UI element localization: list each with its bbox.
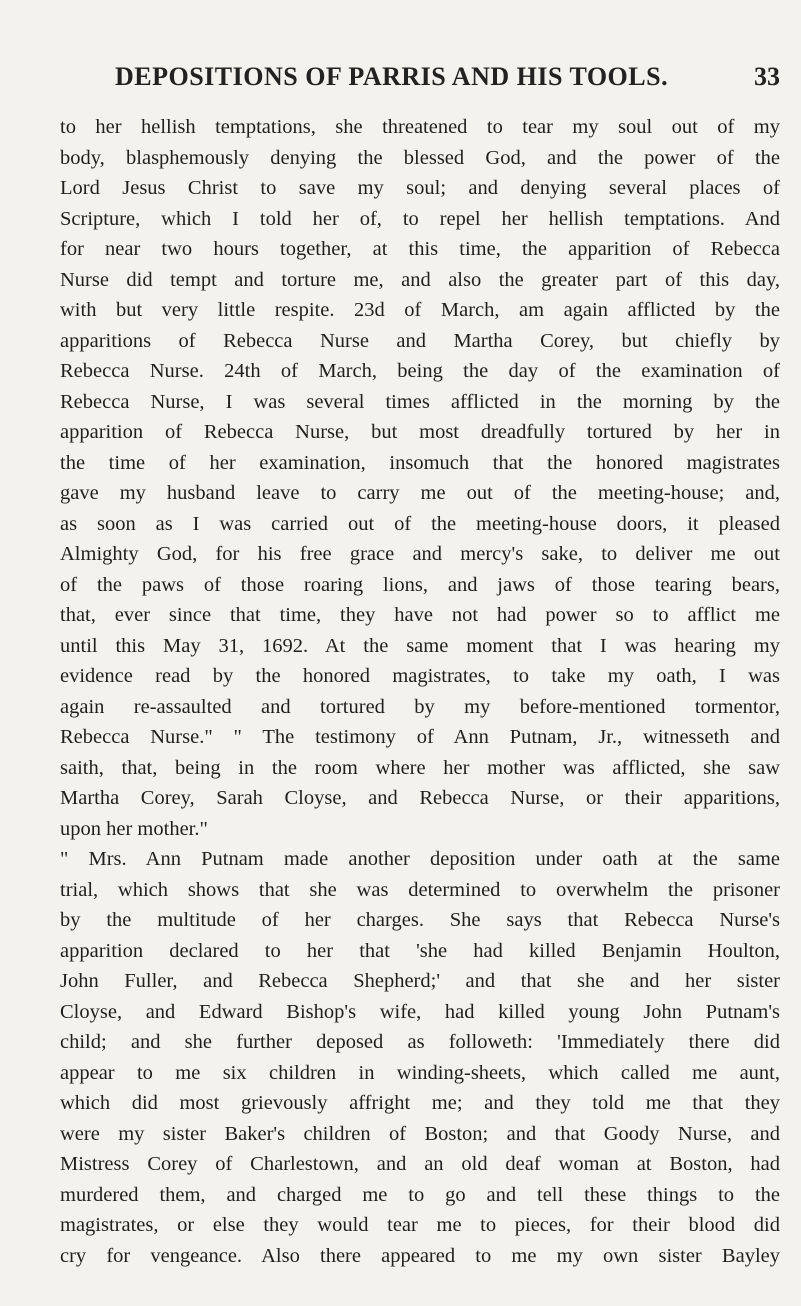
- text-line: until this May 31, 1692. At the same moment that I was hearing my: [60, 634, 780, 657]
- text-line: which did most grievously affright me; and they told me that they: [60, 1092, 780, 1114]
- text-line: cry for vengeance. Also there appeared to me my own sister Bayley: [60, 1244, 780, 1267]
- text-line: Lord Jesus Christ to save my soul; and denying several places of: [60, 177, 780, 199]
- text-line: for near two hours together, at this time, the apparition of Rebecca: [60, 238, 780, 260]
- running-title: DEPOSITIONS OF PARRIS AND HIS TOOLS.: [115, 62, 669, 91]
- text-line: Rebecca Nurse, I was several times afflicted in the morning by the: [60, 390, 780, 413]
- text-line: Scripture, which I told her of, to repel her hellish temptations. And: [60, 207, 780, 230]
- text-line: apparition declared to her that 'she had killed Benjamin Houlton,: [60, 939, 780, 962]
- text-line: murdered them, and charged me to go and tell these things to the: [60, 1183, 780, 1206]
- text-line: by the multitude of her charges. She says that Rebecca Nurse's: [60, 909, 780, 931]
- text-line: to her hellish temptations, she threatened to tear my soul out of my: [60, 116, 780, 138]
- text-line: John Fuller, and Rebecca Shepherd;' and that she and her sister: [60, 970, 780, 992]
- text-line: body, blasphemously denying the blessed God, and the power of the: [60, 146, 780, 169]
- text-line: Rebecca Nurse. 24th of March, being the day of the examination of: [60, 360, 780, 382]
- text-line: child; and she further deposed as followeth: 'Immediately there did: [60, 1031, 780, 1053]
- text-line: apparition of Rebecca Nurse, but most dreadfully tortured by her in: [60, 421, 780, 443]
- text-line: Martha Corey, Sarah Cloyse, and Rebecca Nurse, or their apparitions,: [60, 787, 780, 809]
- text-line: Cloyse, and Edward Bishop's wife, had killed young John Putnam's: [60, 1000, 780, 1023]
- text-line: again re-assaulted and tortured by my before-mentioned tormentor,: [60, 695, 780, 718]
- text-line: magistrates, or else they would tear me to pieces, for their blood did: [60, 1214, 780, 1236]
- text-line: with but very little respite. 23d of March, am again afflicted by the: [60, 299, 780, 321]
- text-line: Almighty God, for his free grace and mercy's sake, to deliver me out: [60, 543, 780, 565]
- text-line: that, ever since that time, they have not had power so to afflict me: [60, 604, 780, 626]
- text-line: appear to me six children in winding-sheets, which called me aunt,: [60, 1061, 780, 1084]
- text-line: evidence read by the honored magistrates, to take my oath, I was: [60, 665, 780, 687]
- page-number: 33: [754, 62, 780, 91]
- text-line: Rebecca Nurse." " The testimony of Ann Putnam, Jr., witnesseth and: [60, 726, 780, 748]
- text-line: as soon as I was carried out of the meeting-house doors, it pleased: [60, 512, 780, 535]
- text-line: " Mrs. Ann Putnam made another deposition under oath at the same: [60, 848, 780, 870]
- running-head: [60, 62, 780, 102]
- body-text: [60, 112, 780, 1271]
- text-line: were my sister Baker's children of Boston; and that Goody Nurse, and: [60, 1122, 780, 1145]
- text-line: apparitions of Rebecca Nurse and Martha Corey, but chiefly by: [60, 329, 780, 352]
- text-line: Mistress Corey of Charlestown, and an old deaf woman at Boston, had: [60, 1153, 780, 1175]
- text-line: saith, that, being in the room where her mother was afflicted, she saw: [60, 756, 780, 779]
- text-line: upon her mother.": [60, 817, 208, 840]
- text-line: of the paws of those roaring lions, and jaws of those tearing bears,: [60, 573, 780, 596]
- text-line: the time of her examination, insomuch that the honored magistrates: [60, 451, 780, 474]
- text-line: gave my husband leave to carry me out of the meeting-house; and,: [60, 482, 780, 504]
- text-line: trial, which shows that she was determined to overwhelm the prisoner: [60, 878, 780, 901]
- text-line: Nurse did tempt and torture me, and also the greater part of this day,: [60, 268, 780, 291]
